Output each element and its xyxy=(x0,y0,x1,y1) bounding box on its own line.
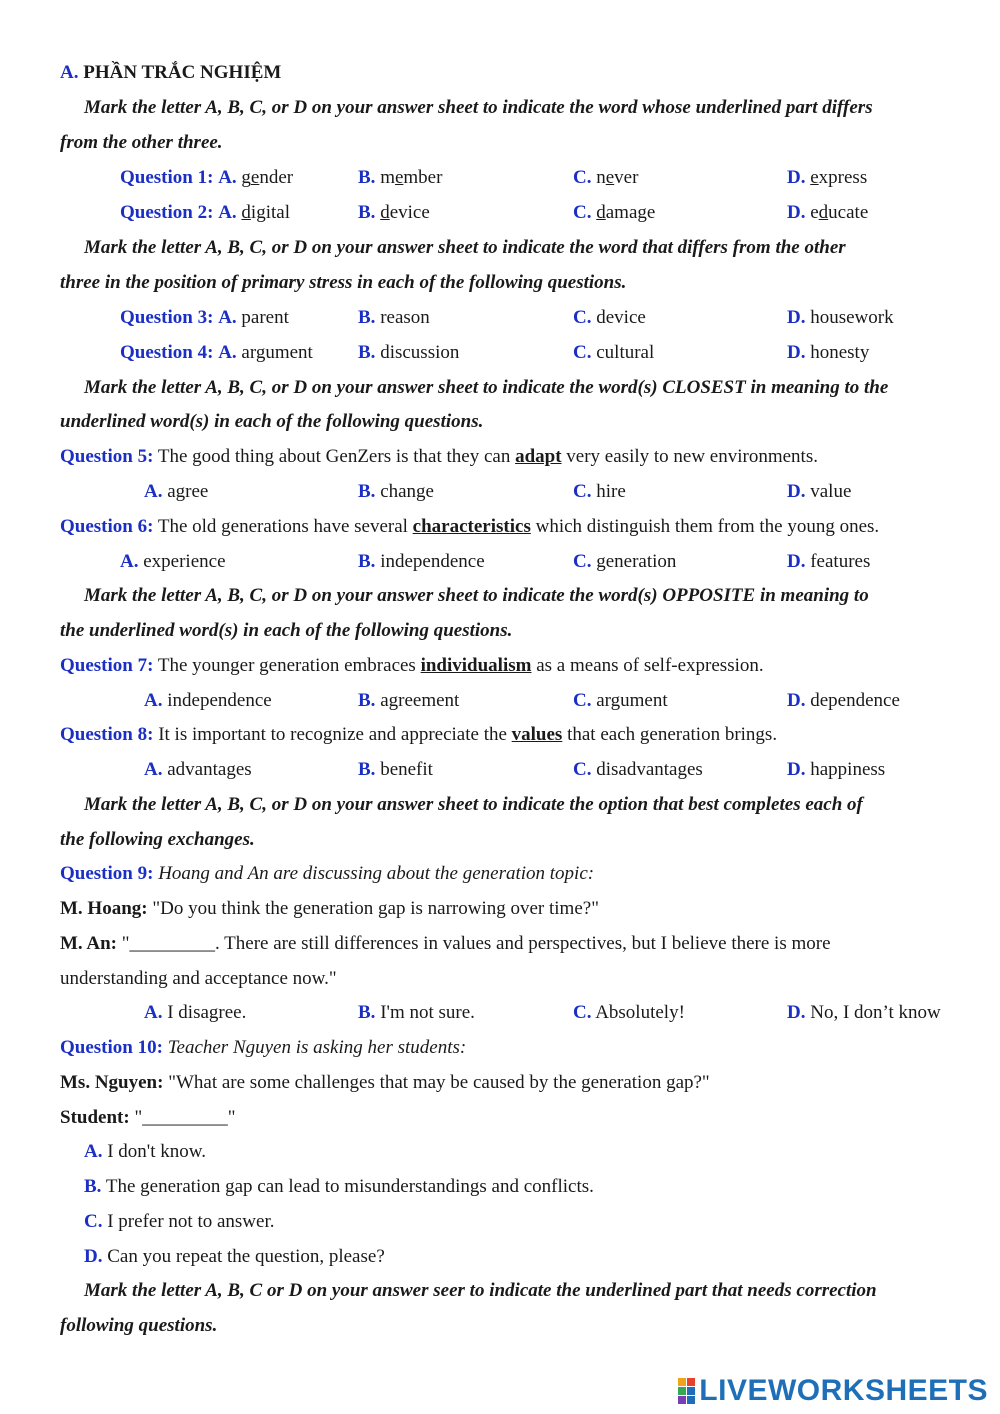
speaker-name: Student: xyxy=(60,1107,130,1128)
liveworksheets-icon xyxy=(678,1378,695,1404)
question-6-option-d[interactable]: D. features xyxy=(787,551,871,572)
question-1-option-c[interactable]: C. never xyxy=(573,167,639,188)
question-9-option-a[interactable]: A. I disagree. xyxy=(144,1002,247,1023)
question-2-option-b[interactable]: B. device xyxy=(358,202,430,223)
speaker-name: M. Hoang: xyxy=(60,898,148,919)
instruction-correction-1: Mark the letter A, B, C or D on your answer seer to indicate the underlined part that needs correction xyxy=(84,1280,877,1301)
question-5-option-d[interactable]: D. value xyxy=(787,481,852,502)
question-5-stem: Question 5: The good thing about GenZers is that they can adapt very easily to new environments. xyxy=(60,446,818,467)
section-heading xyxy=(60,61,960,85)
question-4-option-a[interactable]: Question 4: A. argument xyxy=(120,342,313,363)
instruction-stress-2: three in the position of primary stress in each of the following questions. xyxy=(60,272,627,293)
question-label: Question 4: xyxy=(120,342,214,363)
question-2-option-d[interactable]: D. educate xyxy=(787,202,869,223)
instruction-pronunciation-2: from the other three. xyxy=(60,132,223,153)
instruction-opposite-1: Mark the letter A, B, C, or D on your answer sheet to indicate the word(s) OPPOSITE in meaning to xyxy=(84,585,869,606)
question-10-option-b[interactable]: B. The generation gap can lead to misunderstandings and conflicts. xyxy=(84,1176,594,1197)
question-label: Question 7: xyxy=(60,655,154,676)
liveworksheets-logo[interactable] xyxy=(678,1376,988,1406)
question-1-option-d[interactable]: D. express xyxy=(787,167,868,188)
question-8-option-a[interactable]: A. advantages xyxy=(144,759,252,780)
underlined-keyword: characteristics xyxy=(412,516,531,537)
question-label: Question 3: xyxy=(120,307,214,328)
underlined-keyword: values xyxy=(511,724,563,745)
instruction-correction-2: following questions. xyxy=(60,1315,218,1336)
instruction-exchanges-2: the following exchanges. xyxy=(60,829,255,850)
question-9-option-d[interactable]: D. No, I don’t know xyxy=(787,1002,941,1023)
question-10-dialogue-1: Ms. Nguyen: "What are some challenges that may be caused by the generation gap?" xyxy=(60,1072,710,1093)
speaker-name: Ms. Nguyen: xyxy=(60,1072,164,1093)
question-7-option-b[interactable]: B. agreement xyxy=(358,690,460,711)
question-1-option-a[interactable]: Question 1: A. gender xyxy=(120,167,294,188)
question-4-option-d[interactable]: D. honesty xyxy=(787,342,870,363)
question-8-option-c[interactable]: C. disadvantages xyxy=(573,759,703,780)
question-6-option-b[interactable]: B. independence xyxy=(358,551,485,572)
question-1-option-b[interactable]: B. member xyxy=(358,167,443,188)
question-8-option-d[interactable]: D. happiness xyxy=(787,759,886,780)
question-9-dialogue-2-cont: understanding and acceptance now." xyxy=(60,968,337,989)
instruction-pronunciation-1: Mark the letter A, B, C, or D on your answer sheet to indicate the word whose underlined part differs xyxy=(84,97,873,118)
question-3-option-a[interactable]: Question 3: A. parent xyxy=(120,307,289,328)
question-10-option-d[interactable]: D. Can you repeat the question, please? xyxy=(84,1246,385,1267)
question-label: Question 10: xyxy=(60,1037,163,1058)
question-7-stem: Question 7: The younger generation embraces individualism as a means of self-expression. xyxy=(60,655,764,676)
instruction-closest-1: Mark the letter A, B, C, or D on your answer sheet to indicate the word(s) CLOSEST in meaning to the xyxy=(84,377,889,398)
question-8-option-b[interactable]: B. benefit xyxy=(358,759,433,780)
section-title: PHẦN TRẮC NGHIỆM xyxy=(83,62,282,83)
question-2-option-c[interactable]: C. damage xyxy=(573,202,656,223)
question-5-option-a[interactable]: A. agree xyxy=(144,481,209,502)
instruction-stress-1: Mark the letter A, B, C, or D on your answer sheet to indicate the word that differs from the other xyxy=(84,237,846,258)
instruction-exchanges-1: Mark the letter A, B, C, or D on your answer sheet to indicate the option that best completes each of xyxy=(84,794,863,815)
question-label: Question 5: xyxy=(60,446,154,467)
question-4-option-b[interactable]: B. discussion xyxy=(358,342,460,363)
logo-text: LIVEWORKSHEETS xyxy=(699,1374,988,1407)
question-9-dialogue-2: M. An: "_________. There are still differences in values and perspectives, but I believe there is more xyxy=(60,933,831,954)
question-10-option-c[interactable]: C. I prefer not to answer. xyxy=(84,1211,275,1232)
instruction-closest-2: underlined word(s) in each of the following questions. xyxy=(60,411,484,432)
instruction-opposite-2: the underlined word(s) in each of the following questions. xyxy=(60,620,513,641)
question-10-option-a[interactable]: A. I don't know. xyxy=(84,1141,207,1162)
question-9-dialogue-1: M. Hoang: "Do you think the generation gap is narrowing over time?" xyxy=(60,898,599,919)
question-7-option-a[interactable]: A. independence xyxy=(144,690,272,711)
question-6-option-c[interactable]: C. generation xyxy=(573,551,677,572)
underlined-keyword: adapt xyxy=(515,446,562,467)
question-8-stem: Question 8: It is important to recognize and appreciate the values that each generation brings. xyxy=(60,724,778,745)
question-3-option-c[interactable]: C. device xyxy=(573,307,646,328)
speaker-name: M. An: xyxy=(60,933,117,954)
section-letter: A. xyxy=(60,62,79,83)
question-5-option-c[interactable]: C. hire xyxy=(573,481,626,502)
question-9-stem: Question 9: Hoang and An are discussing about the generation topic: xyxy=(60,863,595,884)
question-10-stem: Question 10: Teacher Nguyen is asking her students: xyxy=(60,1037,467,1058)
question-label: Question 2: xyxy=(120,202,214,223)
question-10-dialogue-2: Student: "_________" xyxy=(60,1107,236,1128)
question-label: Question 6: xyxy=(60,516,154,537)
question-label: Question 8: xyxy=(60,724,154,745)
question-7-option-d[interactable]: D. dependence xyxy=(787,690,900,711)
question-5-option-b[interactable]: B. change xyxy=(358,481,434,502)
underlined-keyword: individualism xyxy=(420,655,532,676)
question-9-option-b[interactable]: B. I'm not sure. xyxy=(358,1002,475,1023)
question-6-option-a[interactable]: A. experience xyxy=(120,551,226,572)
question-4-option-c[interactable]: C. cultural xyxy=(573,342,655,363)
question-label: Question 1: xyxy=(120,167,214,188)
question-9-option-c[interactable]: C. Absolutely! xyxy=(573,1002,685,1023)
question-2-option-a[interactable]: Question 2: A. digital xyxy=(120,202,290,223)
question-6-stem: Question 6: The old generations have several characteristics which distinguish them from the young ones. xyxy=(60,516,880,537)
question-label: Question 9: xyxy=(60,863,154,884)
question-7-option-c[interactable]: C. argument xyxy=(573,690,668,711)
question-3-option-d[interactable]: D. housework xyxy=(787,307,894,328)
question-3-option-b[interactable]: B. reason xyxy=(358,307,430,328)
